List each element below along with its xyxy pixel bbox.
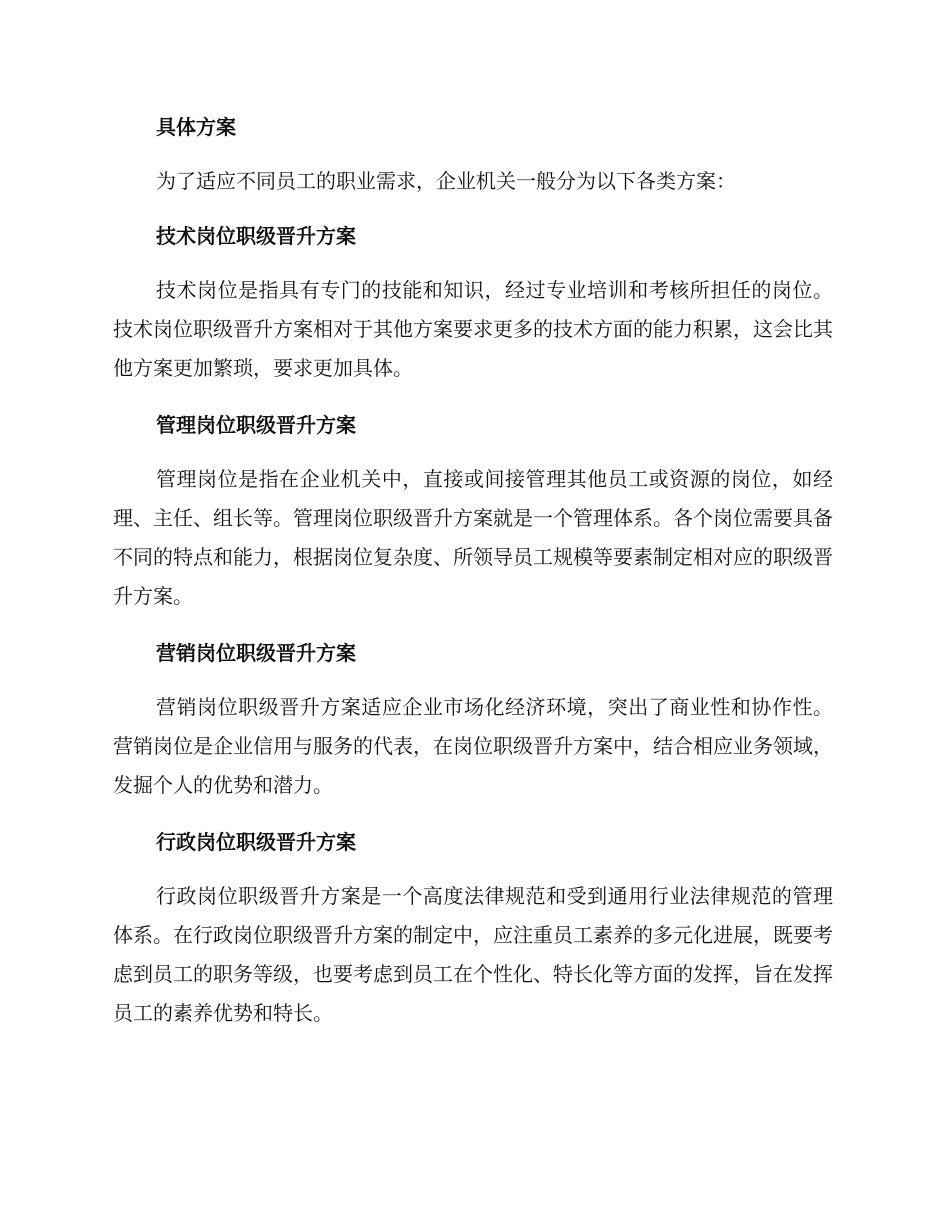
- section-heading-intro: 具体方案: [156, 115, 236, 139]
- document-page: [113, 108, 833, 1033]
- section-paragraph-administrative: 行政岗位职级晋升方案是一个高度法律规范和受到通用行业法律规范的管理体系。在行政岗位职级晋升方案的制定中，应注重员工素养的多元化进展，既要考虑到员工的职务等级，也要考虑到员工在个性化、特长化等方面的发挥，旨在发挥员工的素养优势和特长。: [113, 884, 833, 1025]
- section-heading-administrative: 行政岗位职级晋升方案: [156, 830, 356, 854]
- section-paragraph-technical: 技术岗位是指具有专门的技能和知识，经过专业培训和考核所担任的岗位。技术岗位职级晋升方案相对于其他方案要求更多的技术方面的能力积累，这会比其他方案更加繁琐，要求更加具体。: [113, 278, 833, 380]
- section-heading-management: 管理岗位职级晋升方案: [156, 413, 356, 437]
- intro-paragraph: 为了适应不同员工的职业需求，企业机关一般分为以下各类方案：: [156, 169, 736, 193]
- section-heading-technical: 技术岗位职级晋升方案: [156, 224, 356, 248]
- section-heading-marketing: 营销岗位职级晋升方案: [156, 641, 356, 665]
- section-paragraph-management: 管理岗位是指在企业机关中，直接或间接管理其他员工或资源的岗位，如经理、主任、组长等。管理岗位职级晋升方案就是一个管理体系。各个岗位需要具备不同的特点和能力，根据岗位复杂度、所领导员工规模等要素制定相对应的职级晋升方案。: [113, 467, 833, 608]
- section-paragraph-marketing: 营销岗位职级晋升方案适应企业市场化经济环境，突出了商业性和协作性。营销岗位是企业信用与服务的代表，在岗位职级晋升方案中，结合相应业务领域，发掘个人的优势和潜力。: [113, 695, 833, 797]
